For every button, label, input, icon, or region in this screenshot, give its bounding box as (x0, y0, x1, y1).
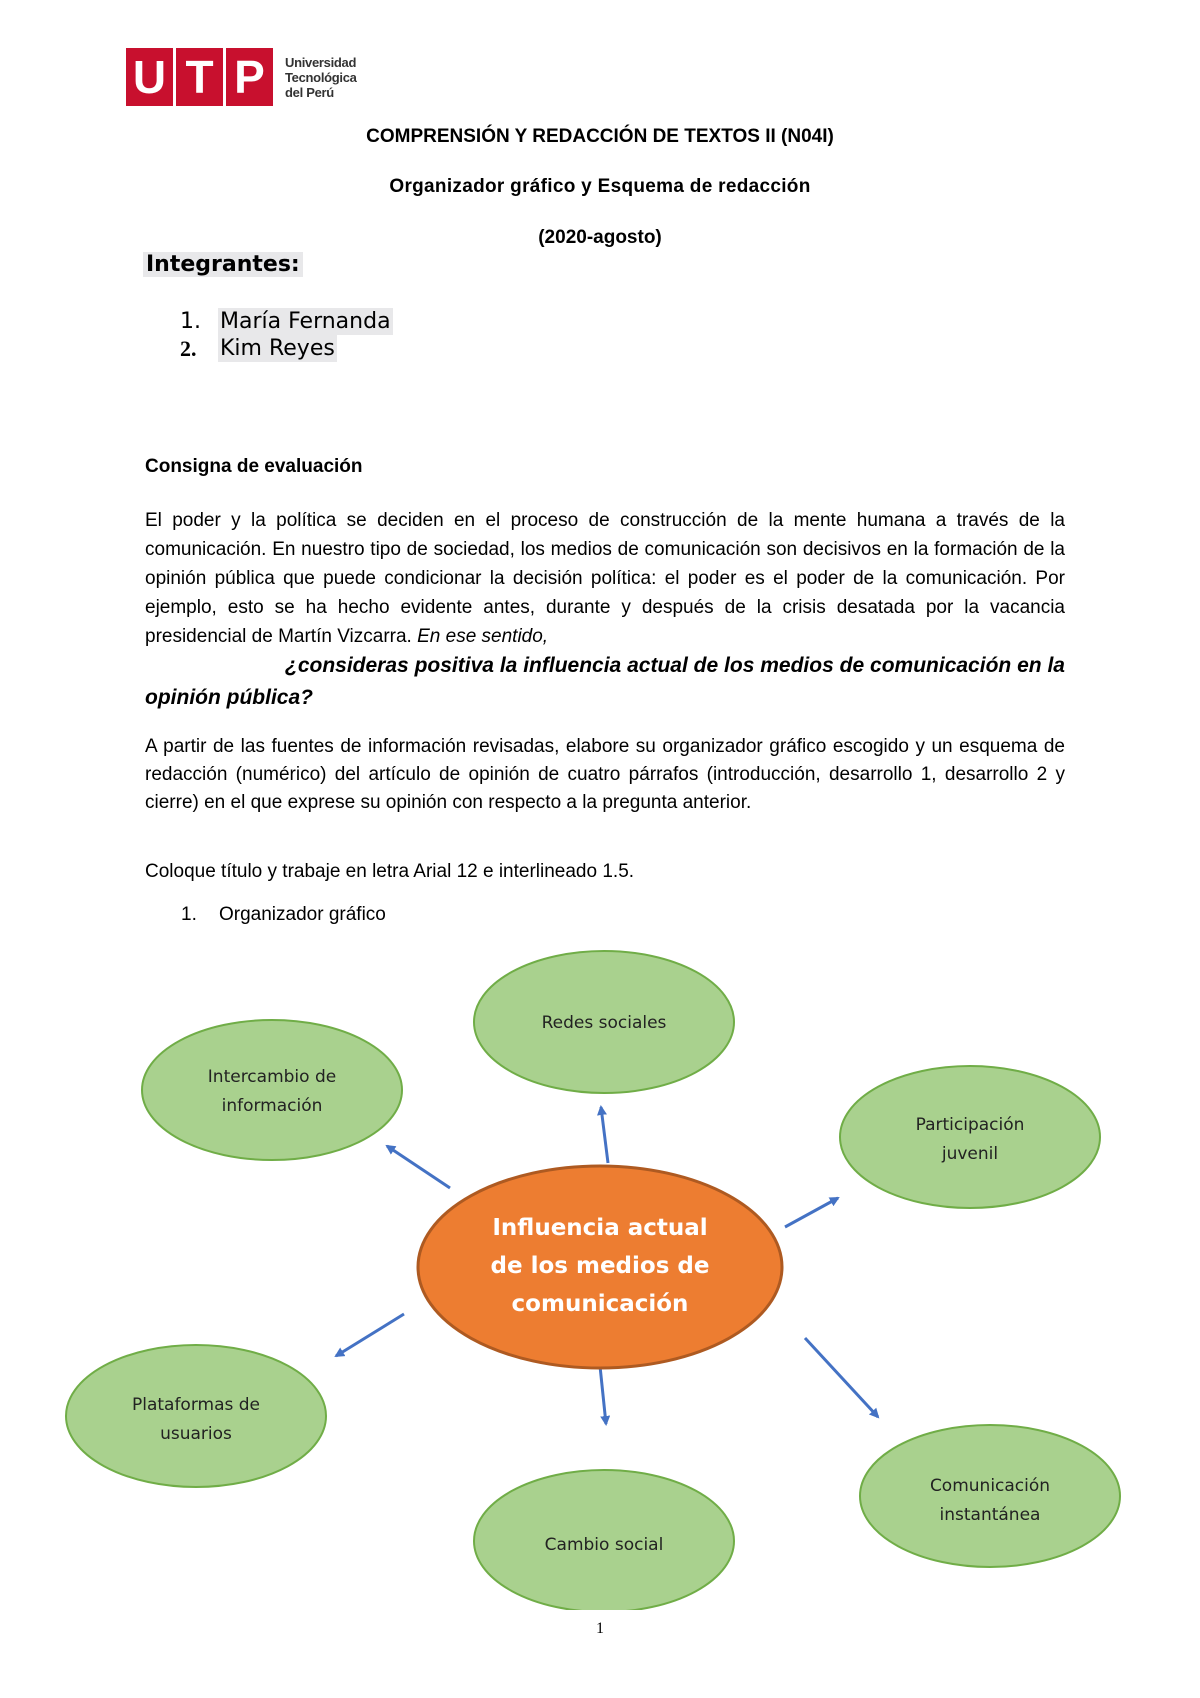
node-intercambio (142, 1020, 402, 1160)
node-label: usuarios (160, 1424, 232, 1444)
paragraph-1-text: El poder y la política se deciden en el proceso de construcción de la mente humana a través de la comunicación. En nuestro tipo de sociedad, los medios de comunicación son decisivos en la formación de la opinión pública que puede condicionar la decisión política: el poder es el poder de la comunicación. Por ejemplo, esto se ha hecho evidente antes, durante y después de la crisis desatada por la vacancia presidencial de Martín Vizcarra. (145, 510, 1065, 647)
member-name: Kim Reyes (220, 336, 335, 361)
document-subtitle: Organizador gráfico y Esquema de redacción (389, 176, 811, 197)
consigna-paragraph-1 (145, 506, 1065, 651)
member-name: María Fernanda (220, 309, 391, 334)
logo-letter-u: U (132, 51, 167, 103)
logo-text-line1: Universidad (285, 54, 357, 70)
node-redes-sociales (474, 951, 734, 1093)
arrow-to-comunicacion (805, 1338, 878, 1417)
node-label: Plataformas de (131, 1395, 261, 1415)
arrow-to-plataformas (336, 1314, 404, 1356)
logo-letter-p: P (234, 51, 265, 103)
members-heading: Integrantes: (143, 252, 303, 277)
arrow-to-intercambio (387, 1146, 450, 1188)
logo-text-line3: del Perú (285, 84, 334, 100)
node-label: juvenil (941, 1144, 999, 1164)
document-date: (2020-agosto) (538, 227, 662, 248)
arrow-to-cambio-social (600, 1366, 606, 1424)
node-label: Comunicación (929, 1476, 1051, 1496)
node-plataformas (66, 1345, 326, 1487)
consigna-paragraph-2: A partir de las fuentes de información revisadas, elabore su organizador gráfico escogido y un esquema de redacción (numérico) del artículo de opinión de cuatro párrafos (introducción, desarrollo 1, desarrollo 2 y cierre) en el que exprese su opinión con respecto a la pregunta anterior. (145, 736, 1065, 813)
logo-text-line2: Tecnológica (285, 69, 357, 85)
page-number: 1 (596, 1620, 604, 1637)
node-label: instantánea (939, 1505, 1041, 1525)
evaluation-question: ¿consideras positiva la influencia actual de los medios de comunicación en la opinión pública? (145, 654, 1065, 709)
member-item (180, 335, 393, 362)
list-item-label: Organizador gráfico (219, 904, 386, 925)
logo-text (285, 55, 357, 100)
node-center (418, 1166, 782, 1368)
member-item (180, 308, 393, 335)
node-cambio-social (474, 1470, 734, 1610)
paragraph-1-italic: En ese sentido, (417, 626, 549, 647)
consigna-paragraph-3: Coloque título y trabaje en letra Arial 12 e interlineado 1.5. (145, 861, 635, 882)
utp-logo (126, 48, 357, 106)
node-participacion (840, 1066, 1100, 1208)
node-label: Redes sociales (541, 1013, 667, 1033)
node-label: Cambio social (544, 1535, 664, 1555)
list-item-organizer (181, 904, 386, 926)
arrow-to-redes-sociales (601, 1107, 608, 1163)
member-number: 2. (180, 336, 197, 361)
logo-letter-t: T (185, 51, 214, 103)
node-comunicacion (860, 1425, 1120, 1567)
logo-mark (126, 48, 273, 106)
arrow-to-participacion (785, 1198, 838, 1227)
graphic-organizer (0, 930, 1200, 1610)
center-label-line2: de los medios de (490, 1253, 710, 1279)
course-title: COMPRENSIÓN Y REDACCIÓN DE TEXTOS II (N04I) (366, 126, 834, 147)
member-number: 1. (180, 309, 201, 334)
node-label: Participación (915, 1115, 1025, 1135)
center-label-line3: comunicación (511, 1291, 689, 1317)
list-item-number: 1. (181, 904, 197, 925)
node-label: información (221, 1096, 323, 1116)
members-list (180, 308, 393, 362)
center-label-line1: Influencia actual (492, 1215, 708, 1241)
consigna-heading: Consigna de evaluación (145, 456, 363, 477)
node-label: Intercambio de (207, 1067, 337, 1087)
